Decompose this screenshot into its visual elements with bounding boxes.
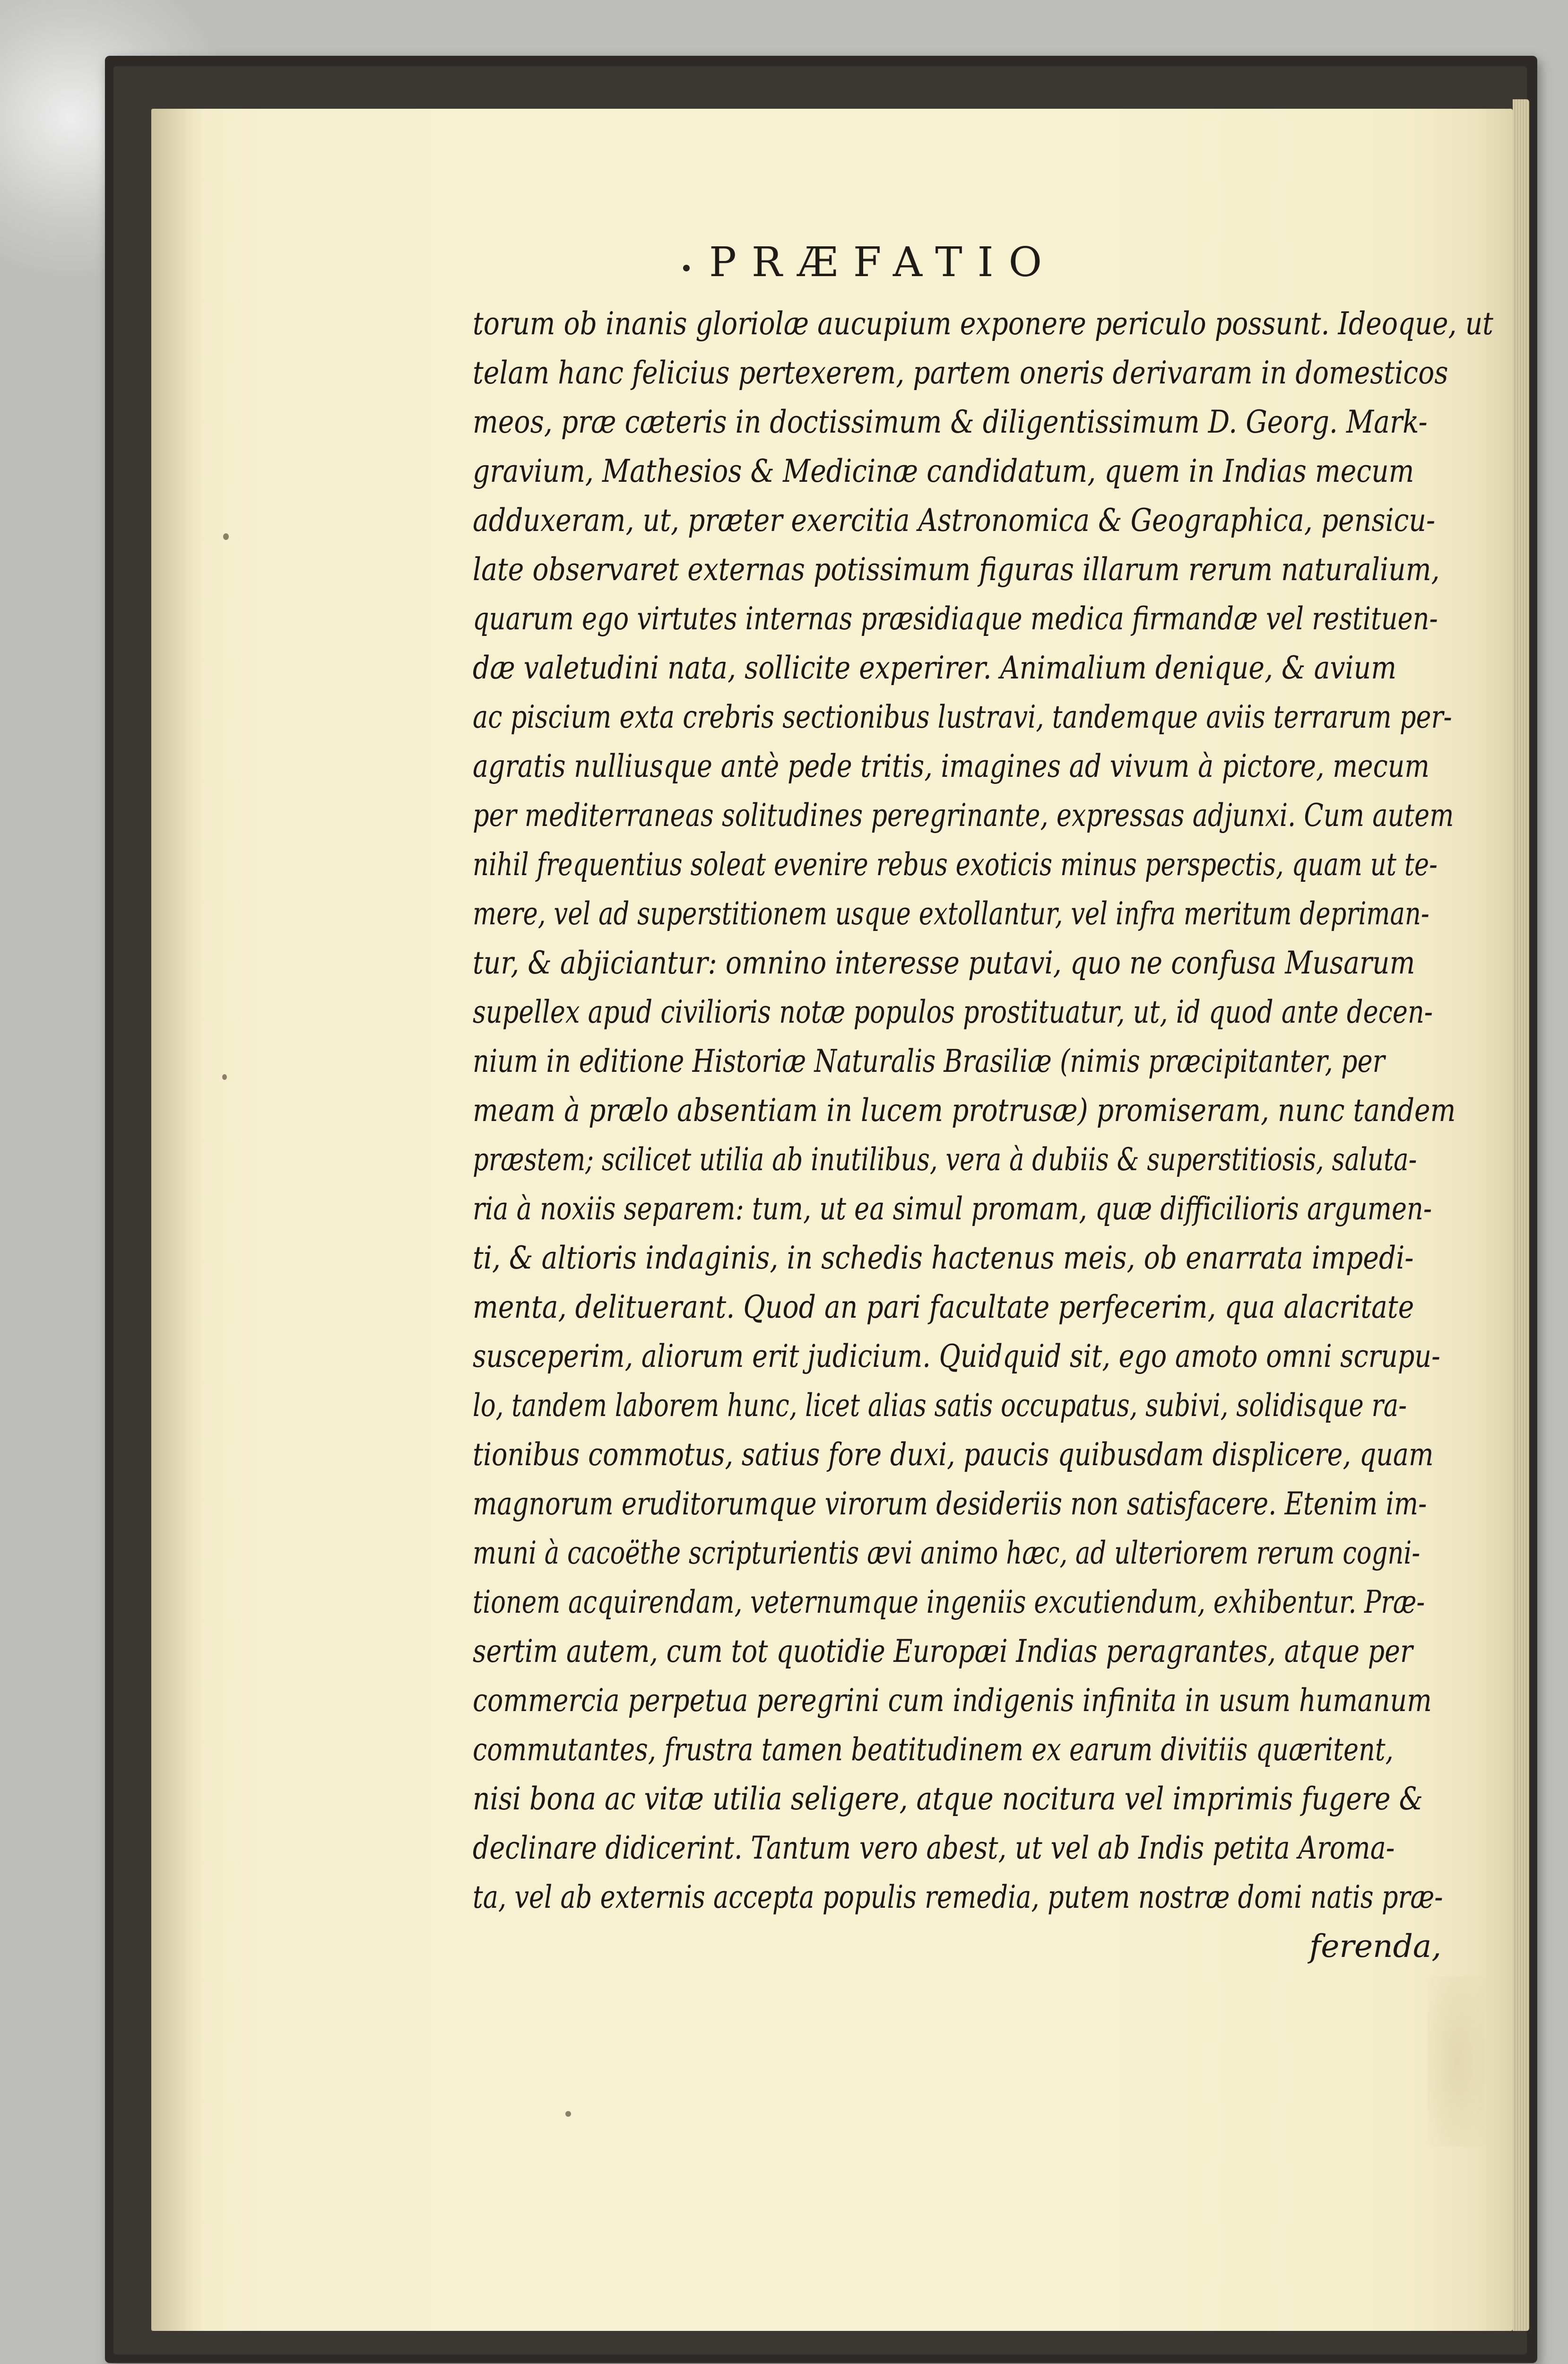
- text-line: nihil frequentius soleat evenire rebus exoticis minus perspectis, quam ut te-: [473, 846, 1438, 883]
- text-line: telam hanc felicius pertexerem, partem oneris derivaram in domesticos: [473, 355, 1448, 391]
- text-line: commutantes, frustra tamen beatitudinem ex earum divitiis quæritent,: [473, 1731, 1394, 1768]
- text-line: dæ valetudini nata, sollicite experirer. Animalium denique, & avium: [473, 650, 1397, 686]
- catchword: ferenda,: [1309, 1928, 1442, 1964]
- paper-stain: [1428, 1976, 1484, 2147]
- text-line: quarum ego virtutes internas præsidiaque medica firmandæ vel restituen-: [473, 600, 1438, 637]
- text-line: sertim autem, cum tot quotidie Europæi Indias peragrantes, atque per: [473, 1633, 1413, 1669]
- paper-speck: [223, 533, 229, 540]
- text-line: ac piscium exta crebris sectionibus lustravi, tandemque aviis terrarum per-: [473, 699, 1452, 735]
- text-line: ti, & altioris indaginis, in schedis hactenus meis, ob enarrata impedi-: [473, 1240, 1414, 1276]
- gutter-shadow: [151, 109, 203, 2331]
- page-edges: [1513, 99, 1529, 2331]
- text-line: præstem; scilicet utilia ab inutilibus, vera à dubiis & superstitiosis, saluta-: [473, 1141, 1417, 1178]
- text-line: declinare didicerint. Tantum vero abest, ut vel ab Indis petita Aroma-: [473, 1830, 1395, 1866]
- text-line: meam à prælo absentiam in lucem protrusæ) promiseram, nunc tandem: [473, 1092, 1456, 1129]
- paper-speck: [565, 2111, 571, 2117]
- text-line: torum ob inanis gloriolæ aucupium exponere periculo possunt. Ideoque, ut: [473, 305, 1493, 342]
- text-line: meos, præ cæteris in doctissimum & diligentissimum D. Georg. Mark-: [473, 404, 1428, 440]
- text-line: ria à noxiis separem: tum, ut ea simul promam, quæ difficilioris argumen-: [473, 1191, 1432, 1227]
- running-head-dot: [683, 265, 690, 271]
- text-line: ta, vel ab externis accepta populis remedia, putem nostræ domi natis præ-: [473, 1879, 1443, 1915]
- text-line: commercia perpetua peregrini cum indigenis infinita in usum humanum: [473, 1682, 1432, 1719]
- text-line: adduxeram, ut, præter exercitia Astronomica & Geographica, pensicu-: [473, 502, 1436, 539]
- text-line: muni à cacoëthe scripturientis ævi animo hæc, ad ulteriorem rerum cogni-: [473, 1535, 1421, 1571]
- running-head: PRÆFATIO: [709, 239, 1057, 286]
- text-line: susceperim, aliorum erit judicium. Quidquid sit, ego amoto omni scrupu-: [473, 1338, 1440, 1374]
- text-line: tionibus commotus, satius fore duxi, paucis quibusdam displicere, quam: [473, 1436, 1434, 1473]
- text-line: per mediterraneas solitudines peregrinante, expressas adjunxi. Cum autem: [473, 797, 1454, 834]
- text-line: gravium, Mathesios & Medicinæ candidatum, quem in Indias mecum: [473, 453, 1414, 489]
- text-line: lo, tandem laborem hunc, licet alias satis occupatus, subivi, solidisque ra-: [473, 1387, 1407, 1424]
- paper-speck: [222, 1074, 227, 1080]
- text-line: menta, delituerant. Quod an pari facultate perfecerim, qua alacritate: [473, 1289, 1414, 1325]
- text-line: nisi bona ac vitæ utilia seligere, atque nocitura vel imprimis fugere &: [473, 1781, 1423, 1817]
- text-line: supellex apud civilioris notæ populos prostituatur, ut, id quod ante decen-: [473, 994, 1433, 1030]
- text-line: magnorum eruditorumque virorum desideriis non satisfacere. Etenim im-: [473, 1486, 1427, 1522]
- text-line: nium in editione Historiæ Naturalis Brasiliæ (nimis præcipitanter, per: [473, 1043, 1385, 1079]
- text-line: tionem acquirendam, veternumque ingeniis excutiendum, exhibentur. Præ-: [473, 1584, 1425, 1620]
- text-line: agratis nulliusque antè pede tritis, imagines ad vivum à pictore, mecum: [473, 748, 1429, 784]
- text-line: late observaret externas potissimum figuras illarum rerum naturalium,: [473, 551, 1440, 588]
- text-line: mere, vel ad superstitionem usque extollantur, vel infra meritum depriman-: [473, 895, 1429, 932]
- text-line: tur, & abjiciantur: omnino interesse putavi, quo ne confusa Musarum: [473, 945, 1415, 981]
